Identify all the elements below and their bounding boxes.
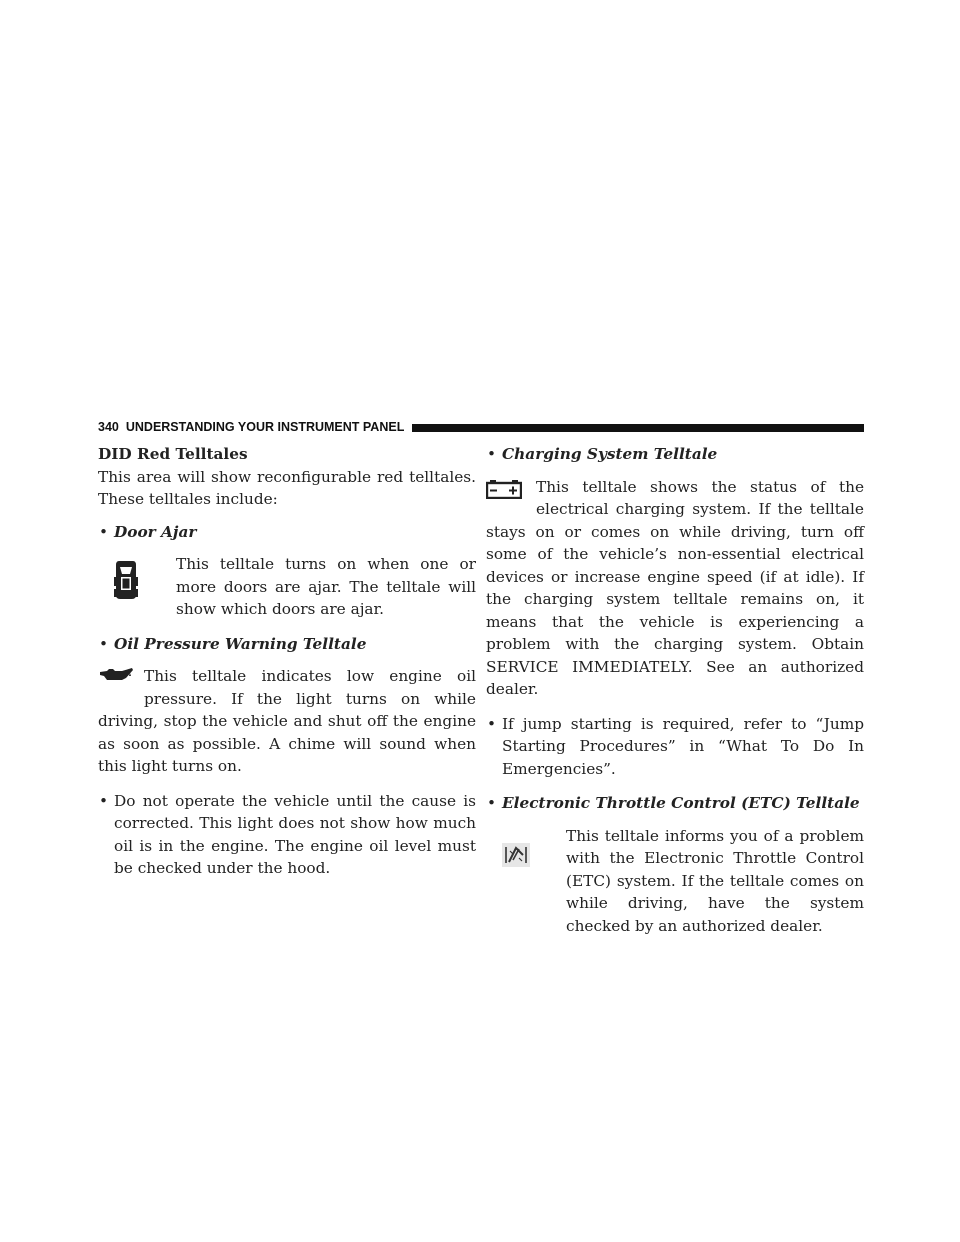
- etc-block: [486, 825, 864, 938]
- bullet-dot: •: [99, 522, 109, 541]
- bullet-dot: •: [487, 445, 497, 463]
- charging-bullet: [486, 443, 864, 466]
- charging-block: [486, 476, 864, 701]
- right-column: [486, 443, 864, 937]
- oil-pressure-block: [98, 665, 476, 778]
- oil-pressure-bullet: [98, 633, 476, 656]
- oil-pressure-text: This telltale indicates low engine oil pressure. If the light turns on while driving, stop the vehicle and shut off the engine as soon as possible. A chime will sound when this light turns on.: [98, 667, 476, 775]
- door-ajar-block: [98, 553, 476, 621]
- oil-note-bullet: [98, 790, 476, 880]
- bullet-dot: •: [99, 791, 109, 810]
- header-rule: [412, 424, 864, 432]
- bullet-dot: •: [99, 634, 109, 653]
- bullet-dot: •: [487, 794, 497, 812]
- etc-bullet: [486, 792, 864, 815]
- page-number: 340: [98, 420, 119, 434]
- page-header: [98, 418, 864, 436]
- oil-can-icon: [98, 665, 144, 689]
- battery-icon: [486, 476, 536, 521]
- bullet-dot: •: [487, 714, 497, 733]
- charging-title: Charging System Telltale: [502, 445, 718, 463]
- etc-title: Electronic Throttle Control (ETC) Telltale: [502, 794, 860, 812]
- oil-pressure-title: Oil Pressure Warning Telltale: [114, 634, 367, 653]
- door-ajar-bullet: [98, 521, 476, 544]
- section-heading: DID Red Telltales: [98, 445, 248, 463]
- etc-text: This telltale informs you of a problem with the Electronic Throttle Control (ETC) system. If the telltale comes on while driving, have the system checked by an authorized dealer.: [566, 826, 864, 935]
- door-ajar-text: This telltale turns on when one or more doors are ajar. The telltale will show which doors are ajar.: [176, 555, 476, 618]
- throttle-icon: [486, 825, 566, 871]
- oil-note-text: Do not operate the vehicle until the cause is corrected. This light does not show how much oil is in the engine. The engine oil level must be checked under the hood.: [114, 791, 476, 877]
- charging-text: This telltale shows the status of the electrical charging system. If the telltale stays on or comes on while driving, turn off some of the vehicle’s non-essential electrical devices or increase engine speed (if at idle). If the charging system telltale remains on, it means that the vehicle is experiencing a problem with the charging system. Obtain SERVICE IMMEDIATELY. See an authorized dealer.: [486, 477, 864, 698]
- door-ajar-title: Door Ajar: [114, 522, 197, 541]
- jump-start-text: If jump starting is required, refer to “Jump Starting Procedures” in “What To Do In Emergencies”.: [502, 714, 864, 778]
- section-title: UNDERSTANDING YOUR INSTRUMENT PANEL: [125, 420, 405, 434]
- jump-start-bullet: [486, 713, 864, 781]
- left-column: [98, 443, 476, 880]
- intro-paragraph: This area will show reconfigurable red telltales. These telltales include:: [98, 467, 476, 508]
- door-ajar-icon: [98, 553, 176, 605]
